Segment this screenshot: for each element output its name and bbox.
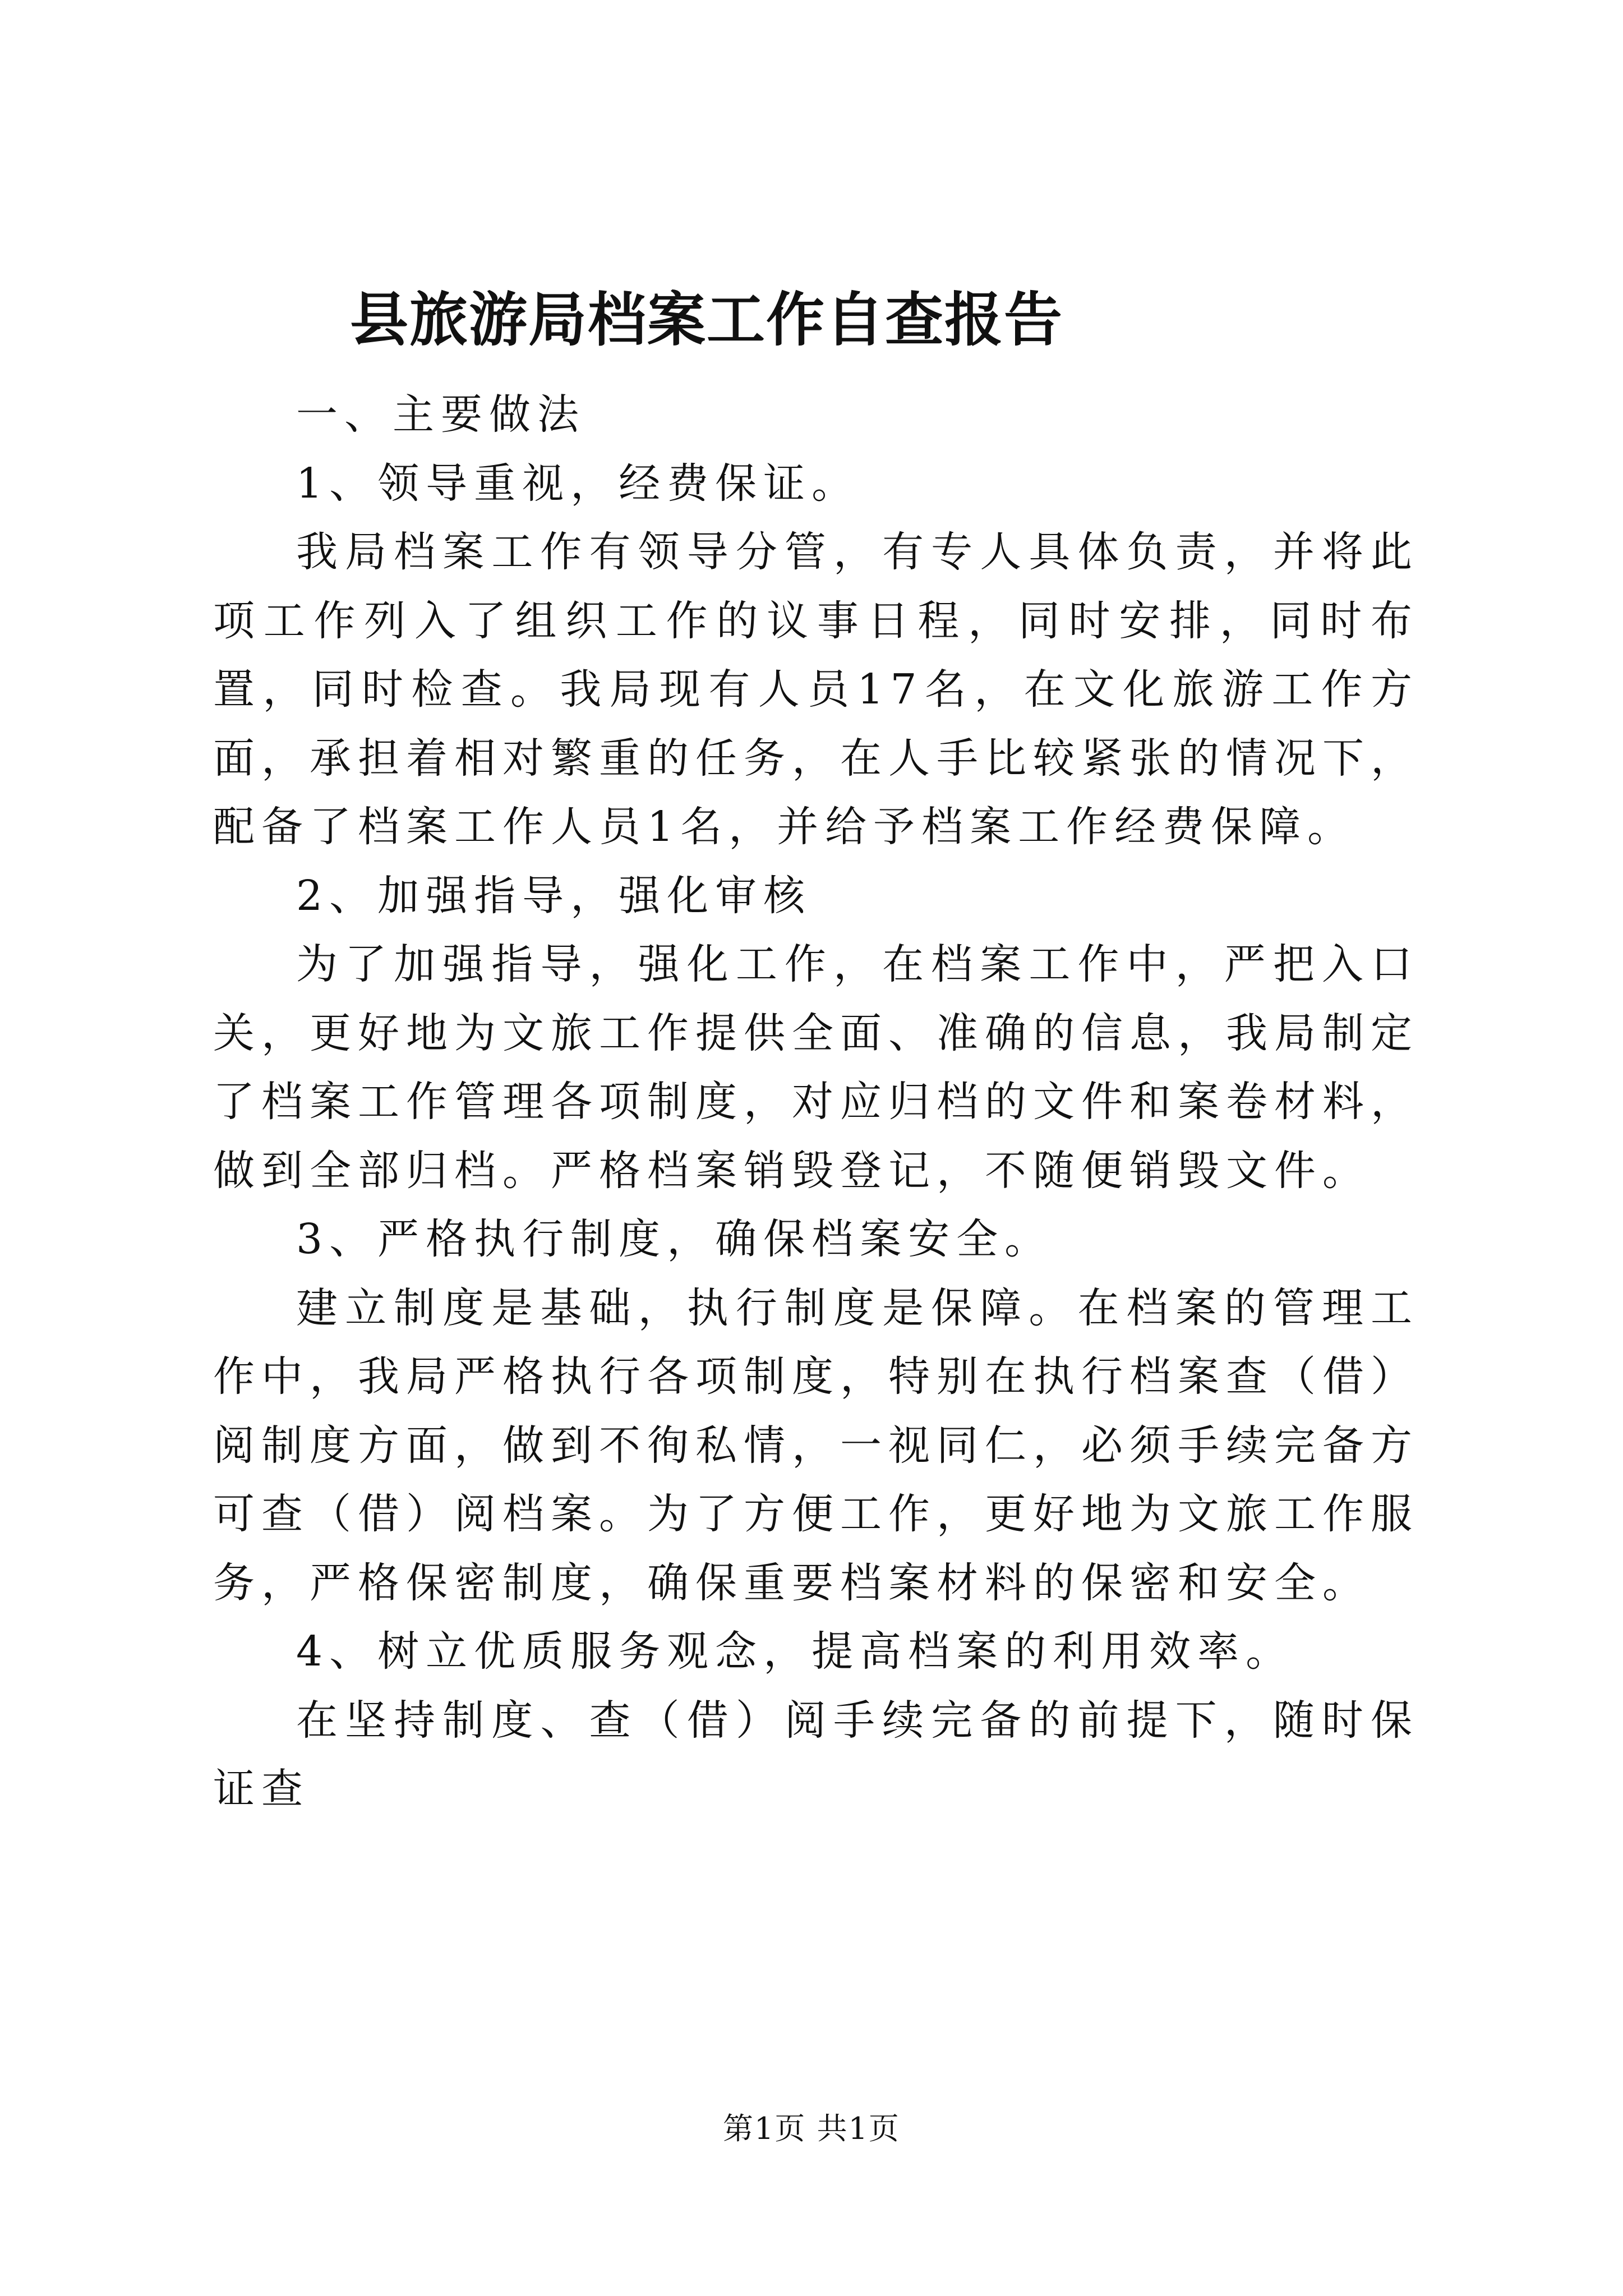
document-body xyxy=(213,380,1419,1824)
paragraph-3: 建立制度是基础，执行制度是保障。在档案的管理工作中，我局严格执行各项制度，特别在执行档案查（借）阅制度方面，做到不徇私情，一视同仁，必须手续完备方可查（借）阅档案。为了方便工作，更好地为文旅工作服务，严格保密制度，确保重要档案材料的保密和安全。 xyxy=(213,1283,1419,1607)
section-heading: 一、主要做法 xyxy=(296,390,585,439)
paragraph-2: 为了加强指导，强化工作，在档案工作中，严把入口关，更好地为文旅工作提供全面、准确的信息，我局制定了档案工作管理各项制度，对应归档的文件和案卷材料，做到全部归档。严格档案销毁登记，不随便销毁文件。 xyxy=(213,940,1419,1195)
subheading-4: 4、树立优质服务观念，提高档案的利用效率。 xyxy=(296,1627,1294,1676)
paragraph-4: 在坚持制度、查（借）阅手续完备的前提下，随时保证查 xyxy=(213,1696,1419,1813)
paragraph-1: 我局档案工作有领导分管，有专人具体负责，并将此项工作列入了组织工作的议事日程，同时安排，同时布置，同时检查。我局现有人员17名，在文化旅游工作方面，承担着相对繁重的任务，在人手比较紧张的情况下，配备了档案工作人员1名，并给予档案工作经费保障。 xyxy=(213,528,1419,851)
page-number-footer: 第1页 共1页 xyxy=(723,2111,900,2146)
subheading-3: 3、严格执行制度，确保档案安全。 xyxy=(296,1215,1053,1263)
document-title: 县旅游局档案工作自查报告 xyxy=(349,285,1063,354)
subheading-2: 2、加强指导，强化审核 xyxy=(296,871,812,920)
subheading-1: 1、领导重视，经费保证。 xyxy=(296,459,860,508)
